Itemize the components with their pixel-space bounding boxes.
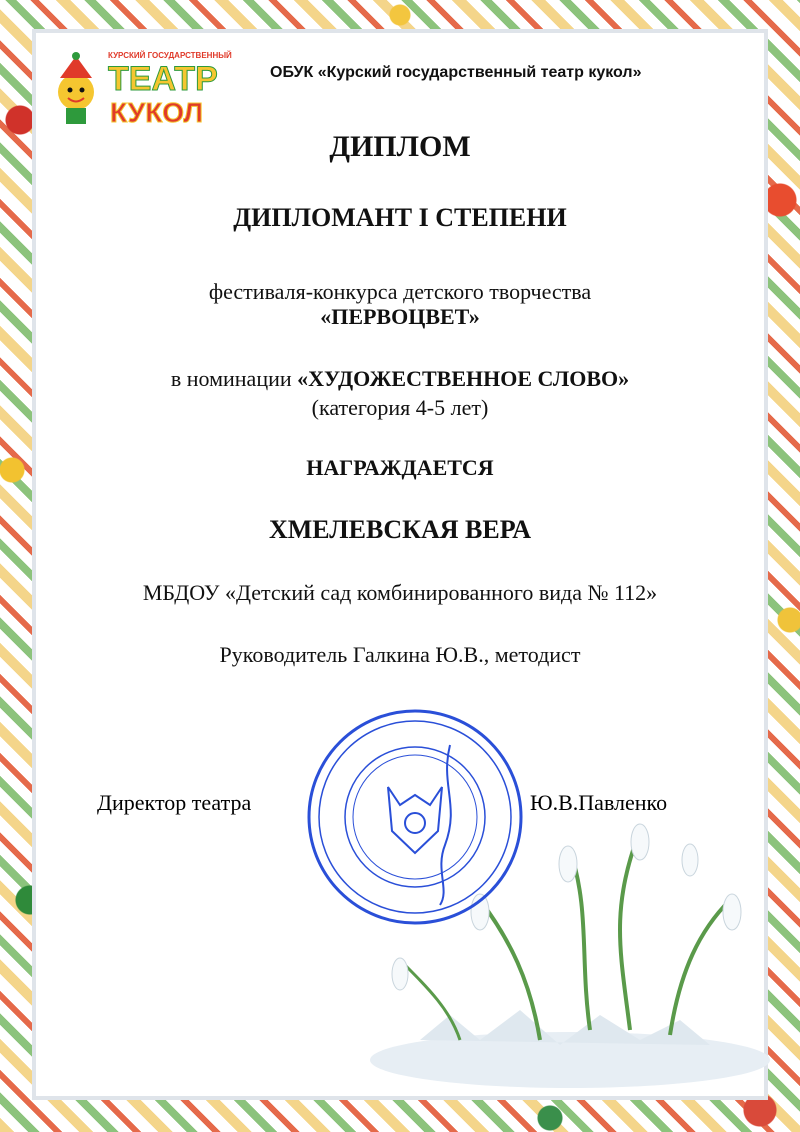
category: (категория 4-5 лет) bbox=[311, 395, 489, 420]
theatre-logo bbox=[48, 48, 238, 128]
recipient-name: ХМЕЛЕВСКАЯ ВЕРА bbox=[268, 515, 532, 544]
svg-text:КУРСКИЙ ГОСУДАРСТВЕННЫЙ: КУРСКИЙ ГОСУДАРСТВЕННЫЙ bbox=[108, 51, 232, 60]
signature-position: Директор театра bbox=[97, 790, 252, 815]
nomination-name: «ХУДОЖЕСТВЕННОЕ СЛОВО» bbox=[297, 366, 630, 391]
svg-text:ТЕАТР: ТЕАТР bbox=[108, 60, 218, 98]
awarded-label: НАГРАЖДАЕТСЯ bbox=[306, 455, 494, 480]
svg-text:КУКОЛ: КУКОЛ bbox=[110, 97, 204, 128]
organization-name: ОБУК «Курский государственный театр кукол» bbox=[270, 64, 642, 81]
leader: Руководитель Галкина Ю.В., методист bbox=[219, 642, 581, 667]
festival-name: «ПЕРВОЦВЕТ» bbox=[320, 304, 480, 329]
nomination-prefix: в номинации bbox=[170, 366, 292, 391]
signature-name: Ю.В.Павленко bbox=[530, 790, 668, 815]
festival-line: фестиваля-конкурса детского творчества bbox=[208, 279, 592, 304]
institution: МБДОУ «Детский сад комбинированного вида № 112» bbox=[142, 580, 658, 605]
official-stamp bbox=[300, 705, 530, 930]
nomination-line bbox=[0, 366, 800, 392]
degree-title: ДИПЛОМАНТ I СТЕПЕНИ bbox=[233, 203, 567, 232]
diploma-title: ДИПЛОМ bbox=[329, 130, 471, 163]
